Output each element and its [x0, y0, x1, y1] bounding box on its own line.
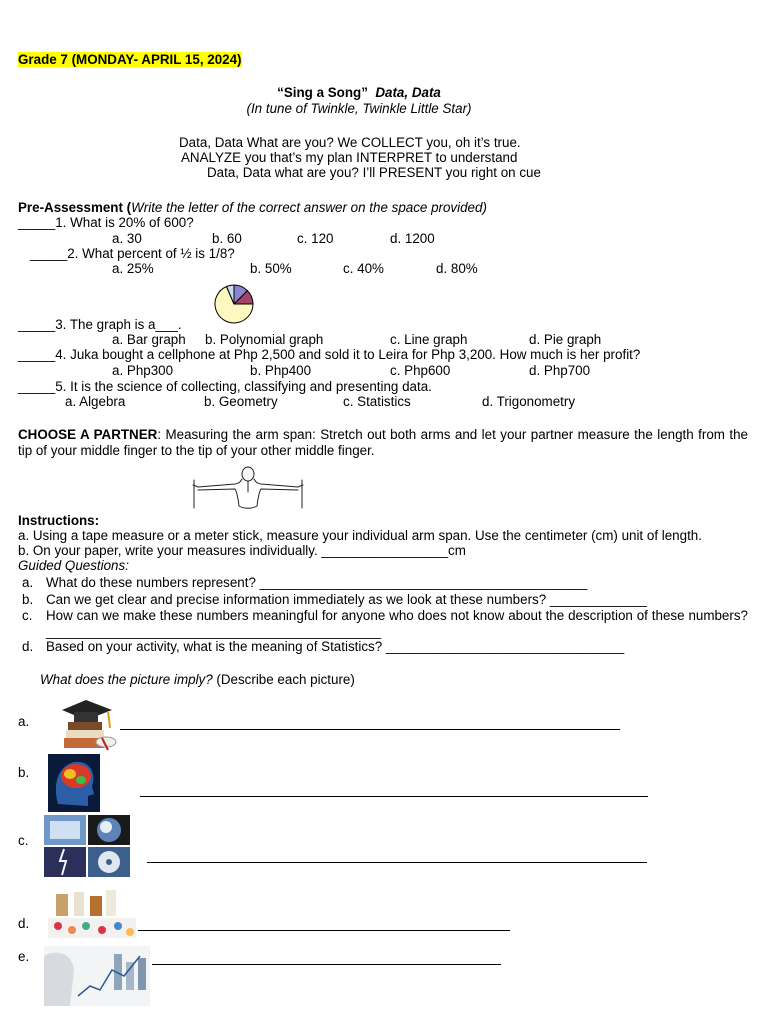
partner-paragraph: [18, 427, 748, 459]
question-choice: b. Geometry: [204, 394, 278, 409]
instruction-a: a. Using a tape measure or a meter stick, measure your individual arm span. Use the centimeter (cm) unit of length.: [18, 528, 702, 543]
arm-span-figure-icon: [190, 466, 306, 512]
picture-letter: e.: [18, 949, 30, 964]
business-chart-icon: [44, 946, 150, 1006]
question-choice: b. Php400: [250, 363, 312, 378]
question-choice: b. 60: [212, 231, 242, 246]
picture-letter: b.: [18, 765, 30, 780]
question-stem: _____3. The graph is a___.: [18, 317, 182, 332]
guided-letter: c.: [22, 608, 33, 623]
guided-question: How can we make these numbers meaningful for anyone who does not know about the description of these numbers? _____________________________________________: [46, 608, 748, 639]
partner-text: : Measuring the arm span: Stretch out both arms and let your partner measure the length from the tip of your middle finger to the tip of your other middle finger.: [18, 427, 749, 458]
question-stem: _____4. Juka bought a cellphone at Php 2,500 and sold it to Leira for Php 3,200. How much is her profit?: [18, 347, 641, 362]
question-choice: b. 50%: [250, 261, 292, 276]
weather-collage-icon: [44, 815, 130, 877]
answer-line: [140, 782, 648, 797]
song-subtitle: (In tune of Twinkle, Twinkle Little Star): [246, 101, 472, 116]
guided-letter: b.: [22, 592, 34, 607]
pictures-prompt-italic: What does the picture imply?: [40, 672, 213, 687]
answer-line: [147, 848, 647, 863]
pictures-prompt-rest: (Describe each picture): [212, 672, 355, 687]
question-stem: _____5. It is the science of collecting, classifying and presenting data.: [18, 379, 432, 394]
instructions-label: Instructions:: [18, 513, 100, 528]
guided-question: What do these numbers represent? ____________________________________________: [46, 575, 588, 590]
question-choice: d. Pie graph: [529, 332, 602, 347]
pre-assessment-label: Pre-Assessment (: [18, 200, 132, 215]
picture-letter: c.: [18, 833, 29, 848]
song-line: Data, Data what are you? I’ll PRESENT you right on cue: [207, 165, 541, 180]
page-title-text: Grade 7 (MONDAY- APRIL 15, 2024): [18, 52, 242, 67]
answer-line: [152, 950, 501, 965]
song-title-prefix: “Sing a Song”: [277, 85, 368, 100]
pre-assessment-instruction: Write the letter of the correct answer on the space provided): [131, 200, 487, 215]
pictures-prompt: [40, 672, 355, 688]
song-title-main: Data, Data: [375, 85, 441, 100]
question-choice: a. Php300: [112, 363, 174, 378]
song-line: ANALYZE you that’s my plan INTERPRET to understand: [181, 150, 518, 165]
question-stem: _____2. What percent of ½ is 1/8?: [30, 246, 235, 261]
partner-label: CHOOSE A PARTNER: [18, 427, 158, 442]
guided-questions-label: Guided Questions:: [18, 558, 129, 573]
brain-head-icon: [48, 754, 100, 812]
guided-question: Based on your activity, what is the meaning of Statistics? ________________________________: [46, 639, 625, 654]
question-choice: c. Statistics: [343, 394, 411, 409]
question-choice: d. 80%: [436, 261, 478, 276]
guided-question: Can we get clear and precise information immediately as we look at these numbers? _____________: [46, 592, 647, 607]
question-stem: _____1. What is 20% of 600?: [18, 215, 194, 230]
question-choice: d. 1200: [390, 231, 435, 246]
question-choice: c. 120: [297, 231, 334, 246]
instruction-b: b. On your paper, write your measures individually. _________________cm: [18, 543, 466, 558]
picture-letter: a.: [18, 714, 30, 729]
picture-letter: d.: [18, 916, 30, 931]
question-choice: c. Php600: [390, 363, 451, 378]
song-title: [0, 85, 718, 101]
question-choice: a. 30: [112, 231, 142, 246]
question-choice: d. Trigonometry: [482, 394, 576, 409]
question-choice: b. Polynomial graph: [205, 332, 324, 347]
song-line: Data, Data What are you? We COLLECT you, oh it’s true.: [179, 135, 521, 150]
question-choice: d. Php700: [529, 363, 591, 378]
question-choice: c. Line graph: [390, 332, 468, 347]
pie-graph-image: [213, 284, 255, 324]
medicine-bottles-icon: [44, 888, 140, 944]
answer-line: [138, 916, 510, 931]
guided-letter: d.: [22, 639, 34, 654]
answer-line: [120, 715, 620, 730]
guided-letter: a.: [22, 575, 34, 590]
question-choice: c. 40%: [343, 261, 384, 276]
question-choice: a. Bar graph: [112, 332, 186, 347]
question-choice: a. Algebra: [65, 394, 126, 409]
graduation-cap-books-icon: [56, 698, 120, 752]
question-choice: a. 25%: [112, 261, 154, 276]
page-title: [18, 52, 242, 68]
pre-assessment-heading: [18, 200, 487, 216]
